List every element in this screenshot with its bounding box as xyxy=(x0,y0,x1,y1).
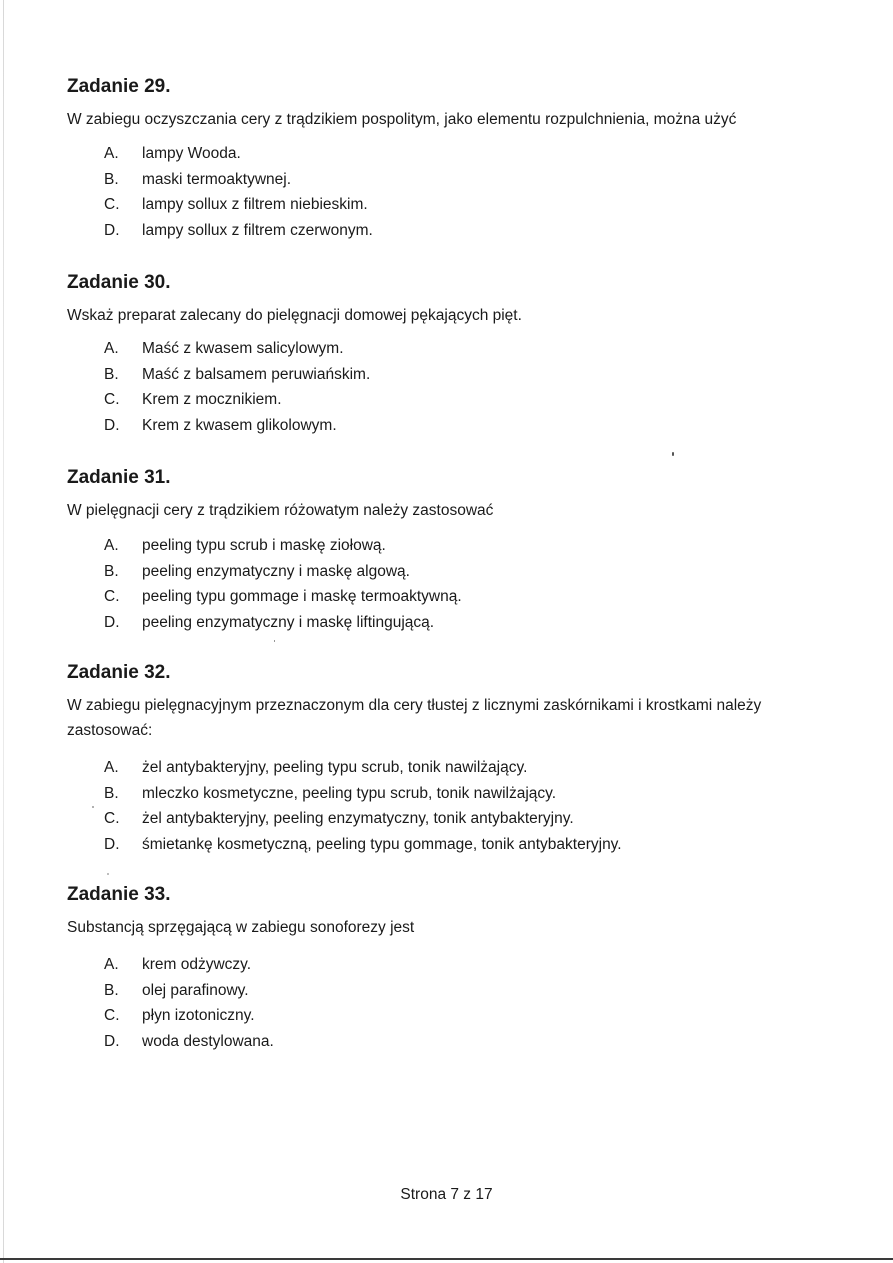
answer-option-d xyxy=(104,413,370,439)
option-text: olej parafinowy. xyxy=(142,981,249,999)
option-letter: A. xyxy=(104,340,119,357)
option-text: Maść z kwasem salicylowym. xyxy=(142,340,344,357)
option-letter: A. xyxy=(104,145,119,162)
option-text: peeling typu scrub i maskę ziołową. xyxy=(142,537,386,554)
option-text: lampy Wooda. xyxy=(142,145,241,162)
option-letter: C. xyxy=(104,588,120,606)
option-text: lampy sollux z filtrem niebieskim. xyxy=(142,196,368,214)
option-letter: C. xyxy=(104,391,120,409)
option-text: żel antybakteryjny, peeling typu scrub, tonik nawilżający. xyxy=(142,759,528,776)
answer-option-c xyxy=(104,806,622,832)
option-letter: B. xyxy=(104,562,119,580)
option-text: lampy sollux z filtrem czerwonym. xyxy=(142,222,373,240)
answer-option-d xyxy=(104,610,462,636)
scan-speck xyxy=(274,640,275,642)
option-letter: A. xyxy=(104,759,119,776)
answer-options xyxy=(104,952,274,1055)
answer-option-a xyxy=(104,336,370,362)
option-text: woda destylowana. xyxy=(142,1033,274,1051)
task-title: Zadanie 33. xyxy=(67,884,171,905)
task-title: Zadanie 29. xyxy=(67,76,171,97)
option-letter: C. xyxy=(104,1007,120,1025)
option-letter: C. xyxy=(104,196,120,214)
option-letter: A. xyxy=(104,537,119,554)
option-letter: B. xyxy=(104,170,119,188)
answer-option-d xyxy=(104,832,622,858)
task-question: W zabiegu pielęgnacyjnym przeznaczonym dla cery tłustej z licznymi zaskórnikami i krostkami należy zastosować: xyxy=(67,697,762,739)
answer-option-c xyxy=(104,387,370,413)
option-letter: D. xyxy=(104,417,120,435)
task-title: Zadanie 30. xyxy=(67,272,171,293)
option-text: peeling typu gommage i maskę termoaktywną. xyxy=(142,588,462,606)
answer-option-c xyxy=(104,1003,274,1029)
answer-options xyxy=(104,755,622,858)
answer-option-a xyxy=(104,952,274,978)
option-text: śmietankę kosmetyczną, peeling typu gommage, tonik antybakteryjny. xyxy=(142,836,622,854)
task-question: Substancją sprzęgającą w zabiegu sonoforezy jest xyxy=(67,919,415,936)
option-letter: B. xyxy=(104,365,119,383)
page-number: Strona 7 z 17 xyxy=(400,1186,493,1203)
answer-options xyxy=(104,336,370,439)
answer-option-c xyxy=(104,584,462,610)
option-letter: B. xyxy=(104,981,119,999)
option-text: peeling enzymatyczny i maskę algową. xyxy=(142,562,410,580)
answer-option-b xyxy=(104,781,622,807)
task-question: W pielęgnacji cery z trądzikiem różowatym należy zastosować xyxy=(67,502,494,519)
answer-options xyxy=(104,141,373,244)
scan-edge-bottom xyxy=(0,1258,893,1260)
option-letter: D. xyxy=(104,1033,120,1051)
answer-option-a xyxy=(104,533,462,559)
task-title: Zadanie 32. xyxy=(67,662,171,683)
answer-option-d xyxy=(104,1029,274,1055)
option-text: płyn izotoniczny. xyxy=(142,1007,255,1025)
option-text: mleczko kosmetyczne, peeling typu scrub, tonik nawilżający. xyxy=(142,784,557,802)
option-text: Maść z balsamem peruwiańskim. xyxy=(142,365,371,383)
option-letter: D. xyxy=(104,222,120,240)
scan-speck xyxy=(92,806,94,808)
option-letter: A. xyxy=(104,956,119,973)
answer-option-b xyxy=(104,167,373,193)
scan-speck xyxy=(107,873,109,875)
answer-option-a xyxy=(104,755,622,781)
answer-option-b xyxy=(104,362,370,388)
option-letter: D. xyxy=(104,614,120,632)
answer-option-c xyxy=(104,192,373,218)
answer-option-b xyxy=(104,978,274,1004)
scan-speck xyxy=(672,452,674,456)
option-letter: B. xyxy=(104,784,119,802)
answer-option-b xyxy=(104,559,462,585)
option-text: żel antybakteryjny, peeling enzymatyczny, tonik antybakteryjny. xyxy=(142,810,574,828)
answer-option-a xyxy=(104,141,373,167)
option-text: krem odżywczy. xyxy=(142,956,252,973)
option-letter: C. xyxy=(104,810,120,828)
option-text: Krem z kwasem glikolowym. xyxy=(142,417,337,435)
answer-option-d xyxy=(104,218,373,244)
option-text: maski termoaktywnej. xyxy=(142,170,292,188)
option-text: peeling enzymatyczny i maskę liftingującą. xyxy=(142,614,435,632)
scan-edge-left xyxy=(3,0,4,1263)
answer-options xyxy=(104,533,462,636)
task-question: Wskaż preparat zalecany do pielęgnacji domowej pękających pięt. xyxy=(67,307,522,324)
option-letter: D. xyxy=(104,836,120,854)
task-question: W zabiegu oczyszczania cery z trądzikiem pospolitym, jako elementu rozpulchnienia, można użyć xyxy=(67,111,737,128)
option-text: Krem z mocznikiem. xyxy=(142,391,282,409)
task-title: Zadanie 31. xyxy=(67,467,171,488)
